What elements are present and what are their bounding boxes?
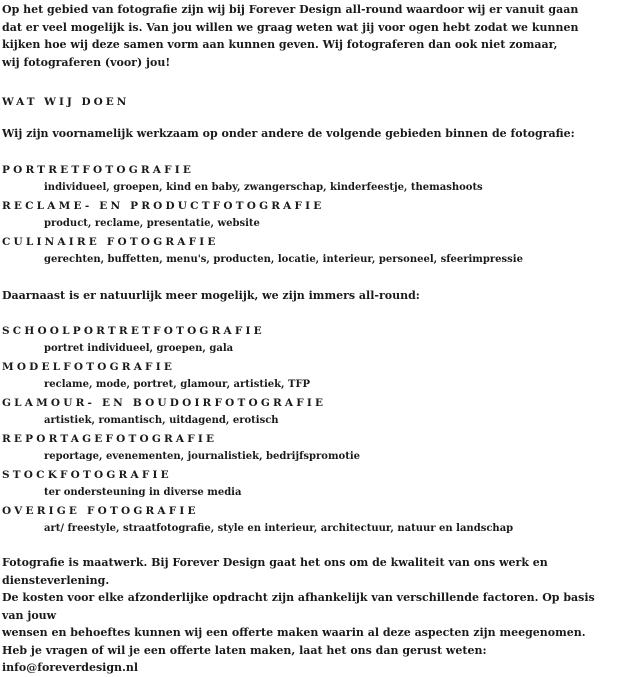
outro-line: De kosten voor elke afzonderlijke opdracht zijn afhankelijk van verschillende factoren. Op basis van jouw [2, 591, 595, 622]
category-detail: portret individueel, groepen, gala [44, 343, 234, 354]
category-detail: individueel, groepen, kind en baby, zwangerschap, kinderfeestje, themashoots [44, 181, 483, 193]
intro-line: kijken hoe wij deze samen vorm aan kunnen geven. Wij fotograferen dan ook niet zomaar, [2, 38, 558, 51]
category-title: GLAMOUR- EN BOUDOIRFOTOGRAFIE [2, 397, 327, 409]
intro-paragraph [2, 1, 620, 71]
category-title: REPORTAGEFOTOGRAFIE [2, 433, 218, 445]
intro-line: dat er veel mogelijk is. Van jou willen we graag weten wat jij voor ogen hebt zodat we kunnen [2, 20, 579, 34]
category-detail: reclame, mode, portret, glamour, artistiek, TFP [44, 379, 311, 390]
category-title: MODELFOTOGRAFIE [2, 361, 176, 373]
category-title: STOCKFOTOGRAFIE [2, 469, 172, 481]
bridge-text: Daarnaast is er natuurlijk meer mogelijk, we zijn immers all-round: [2, 288, 420, 302]
category-title: SCHOOLPORTRETFOTOGRAFIE [2, 325, 265, 337]
category-detail: product, reclame, presentatie, website [44, 217, 260, 229]
category-detail: ter ondersteuning in diverse media [44, 487, 242, 498]
category-title: RECLAME- EN PRODUCTFOTOGRAFIE [2, 199, 325, 212]
category-detail: artistiek, romantisch, uitdagend, erotisch [44, 415, 279, 426]
category-list-secondary [2, 322, 620, 538]
category-detail: art/ freestyle, straatfotografie, style en interieur, architectuur, natuur en landschap [44, 523, 514, 534]
section-title: WAT WIJ DOEN [2, 96, 130, 108]
category-title: CULINAIRE FOTOGRAFIE [2, 235, 219, 248]
intro-line: Op het gebied van fotografie zijn wij bij Forever Design all-round waardoor wij er vanuit gaan [2, 3, 579, 16]
category-title: OVERIGE FOTOGRAFIE [2, 505, 199, 517]
lead-text: Wij zijn voornamelijk werkzaam op onder andere de volgende gebieden binnen de fotografie: [2, 127, 575, 140]
outro-line: Heb je vragen of wil je een offerte laten maken, laat het ons dan gerust weten: info@foreverdesign.nl [2, 643, 487, 674]
category-list-primary [2, 161, 620, 269]
outro-line: Fotografie is maatwerk. Bij Forever Design gaat het ons om de kwaliteit van ons werk en diensteverlening. [2, 556, 548, 587]
category-detail: reportage, evenementen, journalistiek, bedrijfspromotie [44, 451, 360, 462]
outro-line: wensen en behoeftes kunnen wij een offerte maken waarin al deze aspecten zijn meegenomen. [2, 626, 586, 639]
category-title: PORTRETFOTOGRAFIE [2, 163, 195, 176]
outro-paragraph [2, 554, 620, 677]
intro-line: wij fotograferen (voor) jou! [2, 55, 171, 69]
category-detail: gerechten, buffetten, menu's, producten, locatie, interieur, personeel, sfeerimpressie [44, 253, 523, 265]
